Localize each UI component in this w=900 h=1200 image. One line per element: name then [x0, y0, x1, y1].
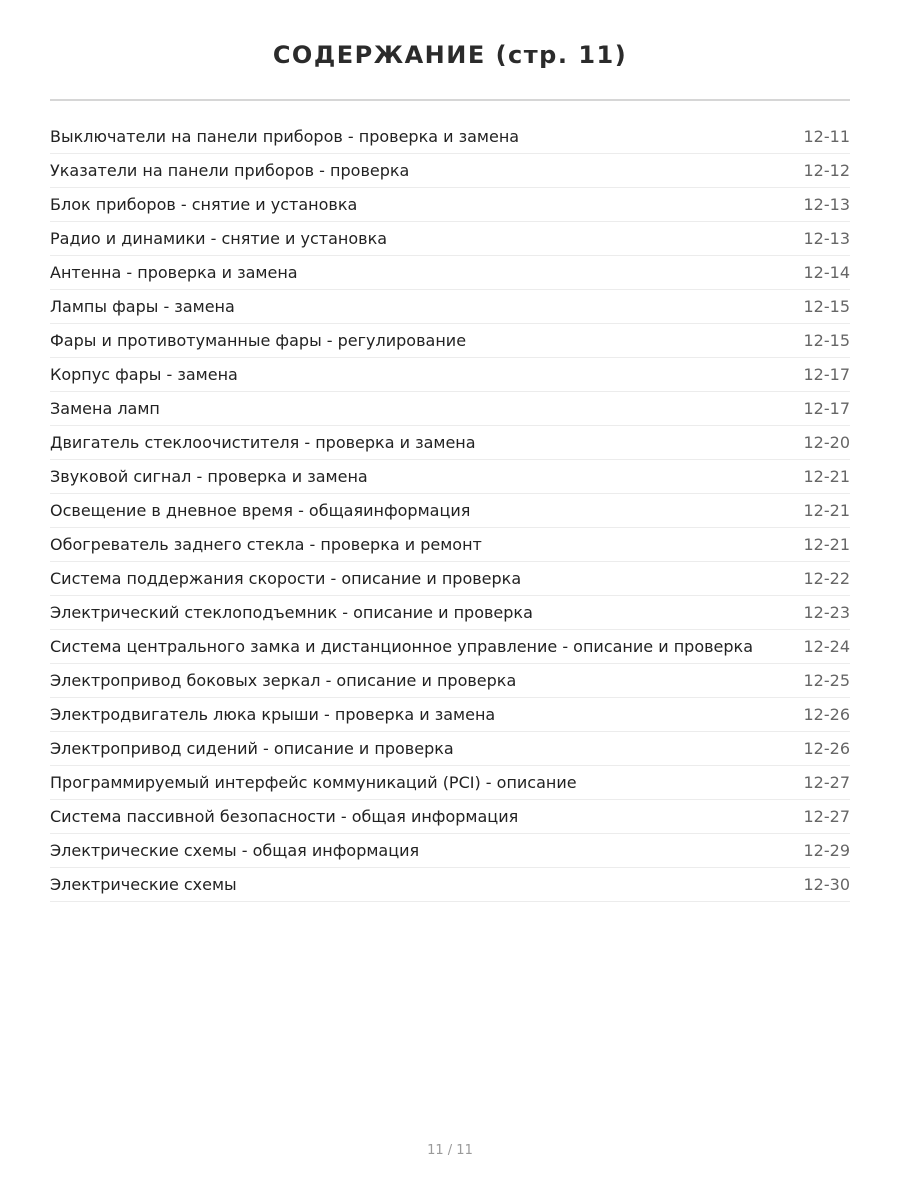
toc-entry-page-number: 12-13 — [803, 195, 850, 214]
toc-entry-page-number: 12-26 — [803, 739, 850, 758]
toc-entry-page-number: 12-27 — [803, 773, 850, 792]
toc-entry-title: Блок приборов - снятие и установка — [50, 195, 358, 214]
toc-entry[interactable] — [50, 358, 850, 392]
toc-entry-page-number: 12-29 — [803, 841, 850, 860]
toc-entry-page-number: 12-30 — [803, 875, 850, 894]
toc-entry-page-number: 12-11 — [803, 127, 850, 146]
toc-entry-page-number: 12-21 — [803, 535, 850, 554]
toc-entry[interactable] — [50, 460, 850, 494]
toc-entry[interactable] — [50, 426, 850, 460]
toc-entry[interactable] — [50, 392, 850, 426]
toc-entry[interactable] — [50, 494, 850, 528]
toc-entry-page-number: 12-17 — [803, 399, 850, 418]
toc-entry-page-number: 12-14 — [803, 263, 850, 282]
toc-entry-title: Система поддержания скорости - описание и проверка — [50, 569, 522, 588]
toc-entry-page-number: 12-15 — [803, 297, 850, 316]
toc-entry-title: Электрические схемы — [50, 875, 237, 894]
toc-entry-page-number: 12-15 — [803, 331, 850, 350]
toc-entry-title: Двигатель стеклоочистителя - проверка и замена — [50, 433, 476, 452]
page-title: СОДЕРЖАНИЕ (стр. 11) — [272, 41, 628, 69]
toc-entry-page-number: 12-24 — [803, 637, 850, 656]
toc-entry-title: Звуковой сигнал - проверка и замена — [50, 467, 368, 486]
toc-entry[interactable] — [50, 698, 850, 732]
toc-entry-title: Электродвигатель люка крыши - проверка и замена — [50, 705, 496, 724]
toc-entry-title: Программируемый интерфейс коммуникаций (PCI) - описание — [50, 773, 577, 792]
toc-entry[interactable] — [50, 800, 850, 834]
toc-entry[interactable] — [50, 222, 850, 256]
toc-entry[interactable] — [50, 290, 850, 324]
toc-entry-title: Антенна - проверка и замена — [50, 263, 298, 282]
toc-entry-page-number: 12-27 — [803, 807, 850, 826]
toc-entry-page-number: 12-25 — [803, 671, 850, 690]
toc-entry[interactable] — [50, 528, 850, 562]
toc-entry-page-number: 12-20 — [803, 433, 850, 452]
toc-entry-title: Система центрального замка и дистанционное управление - описание и проверка — [50, 637, 754, 656]
toc-entry-title: Радио и динамики - снятие и установка — [50, 229, 388, 248]
toc-entry-page-number: 12-23 — [803, 603, 850, 622]
toc-entry[interactable] — [50, 154, 850, 188]
toc-entry[interactable] — [50, 834, 850, 868]
toc-entry-title: Система пассивной безопасности - общая информация — [50, 807, 519, 826]
toc-entry[interactable] — [50, 596, 850, 630]
toc-entry-title: Электропривод боковых зеркал - описание и проверка — [50, 671, 517, 690]
toc-entry-title: Указатели на панели приборов - проверка — [50, 161, 410, 180]
title-divider — [50, 99, 850, 101]
toc-entry-page-number: 12-12 — [803, 161, 850, 180]
toc-entry[interactable] — [50, 324, 850, 358]
toc-entry[interactable] — [50, 256, 850, 290]
toc-entry[interactable] — [50, 732, 850, 766]
toc-entry[interactable] — [50, 664, 850, 698]
toc-entry-page-number: 12-21 — [803, 467, 850, 486]
toc-entry[interactable] — [50, 630, 850, 664]
toc-entry[interactable] — [50, 562, 850, 596]
toc-entry-title: Замена ламп — [50, 399, 160, 418]
table-of-contents — [50, 120, 850, 902]
toc-entry[interactable] — [50, 188, 850, 222]
toc-entry-page-number: 12-13 — [803, 229, 850, 248]
toc-entry-title: Лампы фары - замена — [50, 297, 235, 316]
toc-entry[interactable] — [50, 766, 850, 800]
toc-entry-title: Обогреватель заднего стекла - проверка и ремонт — [50, 535, 482, 554]
toc-entry-page-number: 12-26 — [803, 705, 850, 724]
toc-entry-title: Выключатели на панели приборов - проверка и замена — [50, 127, 520, 146]
toc-entry-title: Освещение в дневное время - общаяинформация — [50, 501, 471, 520]
toc-entry-page-number: 12-17 — [803, 365, 850, 384]
toc-entry[interactable] — [50, 868, 850, 902]
toc-entry[interactable] — [50, 120, 850, 154]
page-number: 11 / 11 — [427, 1143, 473, 1158]
toc-entry-title: Электрические схемы - общая информация — [50, 841, 420, 860]
toc-entry-page-number: 12-21 — [803, 501, 850, 520]
toc-entry-title: Фары и противотуманные фары - регулирование — [50, 331, 467, 350]
toc-entry-title: Электрический стеклоподъемник - описание и проверка — [50, 603, 533, 622]
toc-entry-title: Корпус фары - замена — [50, 365, 238, 384]
toc-entry-page-number: 12-22 — [803, 569, 850, 588]
toc-entry-title: Электропривод сидений - описание и проверка — [50, 739, 454, 758]
